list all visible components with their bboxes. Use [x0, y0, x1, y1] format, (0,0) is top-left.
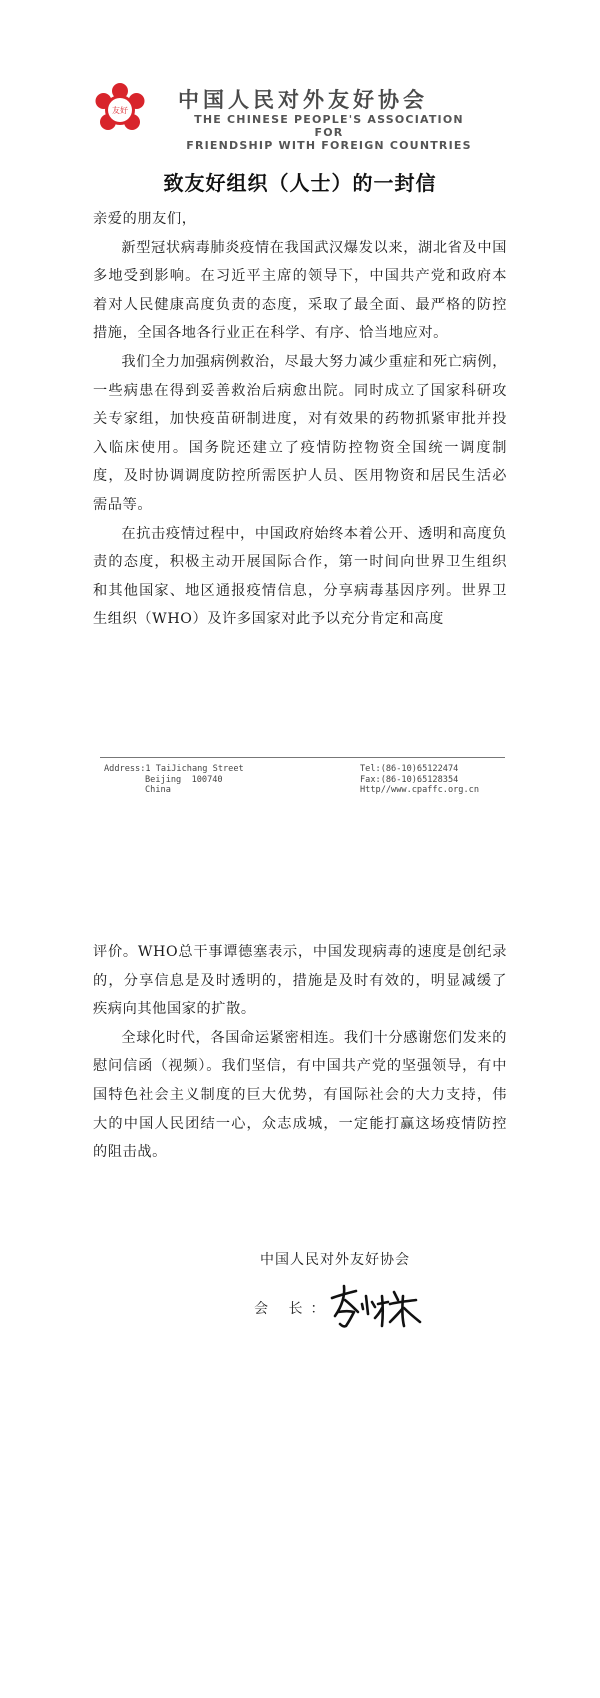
letter-body-page2	[93, 938, 507, 1167]
footer-contact	[360, 764, 479, 796]
org-name-en-line1: THE CHINESE PEOPLE'S ASSOCIATION FOR	[194, 113, 464, 139]
address-line: Beijing 100740	[145, 774, 223, 785]
association-emblem-icon	[92, 82, 148, 138]
paragraph: 全球化时代，各国命运紧密相连。我们十分感谢您们发来的慰问信函（视频）。我们坚信，有中国共产党的坚强领导，有中国特色社会主义制度的巨大优势，有国际社会的大力支持，伟大的中国人民团结一心，众志成城，一定能打赢这场疫情防控的阻击战。	[93, 1029, 507, 1161]
footer-divider	[100, 757, 505, 758]
footer-address	[104, 764, 244, 796]
address-line: China	[145, 785, 171, 795]
tel: Tel:(86-10)65122474	[360, 764, 459, 774]
fax: Fax:(86-10)65128354	[360, 774, 459, 785]
signature-icon	[328, 1282, 424, 1328]
org-name-en	[184, 113, 474, 152]
address-line: Address:1 TaiJichang Street	[104, 764, 244, 774]
salutation: 亲爱的朋友们，	[93, 211, 197, 227]
page-title: 致友好组织（人士）的一封信	[163, 171, 437, 195]
president-label: 会 长：	[254, 1301, 333, 1317]
paragraph-continuation: 评价。WHO总干事谭德塞表示，中国发现病毒的速度是创纪录的，分享信息是及时透明的，措施是及时有效的，明显减缓了疾病向其他国家的扩散。	[93, 944, 507, 1018]
org-name-cn: 中国人民对外友好协会	[178, 88, 428, 112]
letterhead	[92, 82, 492, 152]
paragraph: 新型冠状病毒肺炎疫情在我国武汉爆发以来，湖北省及中国多地受到影响。在习近平主席的领导下，中国共产党和政府本着对人民健康高度负责的态度，采取了最全面、最严格的防控措施，全国各地各行业正在科学、有序、恰当地应对。	[93, 239, 507, 342]
paragraph: 我们全力加强病例救治，尽最大努力减少重症和死亡病例，一些病患在得到妥善救治后病愈出院。同时成立了国家科研攻关专家组，加快疫苗研制进度，对有效果的药物抓紧审批并投入临床使用。国务院还建立了疫情防控物资全国统一调度制度，及时协调调度防控所需医护人员、医用物资和居民生活必需品等。	[93, 353, 507, 513]
website: Http//www.cpaffc.org.cn	[360, 785, 479, 795]
paragraph: 在抗击疫情过程中，中国政府始终本着公开、透明和高度负责的态度，积极主动开展国际合作，第一时间向世界卫生组织和其他国家、地区通报疫情信息，分享病毒基因序列。世界卫生组织（WHO）及许多国家对此予以充分肯定和高度	[93, 525, 507, 628]
org-name-en-line2: FRIENDSHIP WITH FOREIGN COUNTRIES	[186, 139, 472, 152]
closing-org: 中国人民对外友好协会	[260, 1252, 410, 1268]
letter-body-page1	[93, 205, 507, 634]
emblem-text: 友好	[112, 106, 128, 115]
